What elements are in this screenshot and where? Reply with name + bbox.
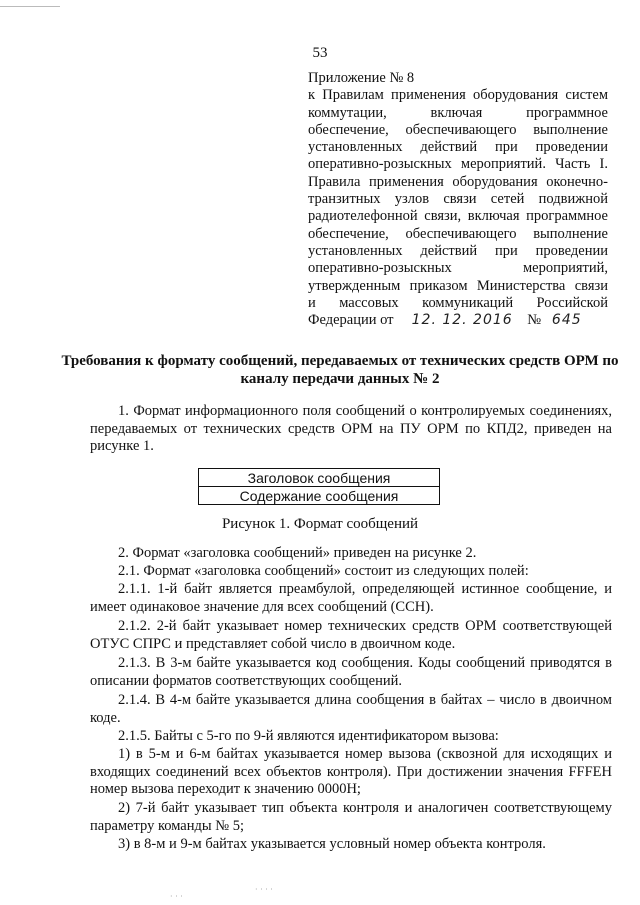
appendix-line: к Правилам применения оборудования систем: [308, 87, 608, 104]
appendix-line: радиотелефонной связи, включая программное: [308, 208, 608, 225]
appendix-line: оперативно-розыскных мероприятий. Часть I.: [308, 156, 608, 173]
figure-1-table: [198, 468, 440, 505]
appendix-line: обеспечение, обеспечивающего выполнение: [308, 121, 608, 138]
paragraph-2-1-1: 2.1.1. 1-й байт является преамбулой, определяющей истинное сообщение, и имеет одинаковое значение для всех сообщений (ССН).: [90, 581, 612, 615]
appendix-line: Правила применения оборудования оконечно-: [308, 173, 608, 190]
appendix-line: коммутации, включая программное: [308, 104, 608, 121]
handwritten-order-number: 645: [551, 312, 582, 329]
paragraph-2: 2. Формат «заголовка сообщений» приведен на рисунке 2.: [118, 545, 477, 561]
appendix-line: Приложение № 8: [308, 70, 415, 86]
paragraph-2-1: 2.1. Формат «заголовка сообщений» состоит из следующих полей:: [118, 563, 529, 579]
scan-artifact: · · ·: [170, 892, 183, 901]
figure-1-caption: Рисунок 1. Формат сообщений: [221, 516, 419, 532]
list-item-3: 3) в 8-м и 9-м байтах указывается условный номер объекта контроля.: [118, 836, 546, 852]
page-number: 53: [312, 45, 328, 61]
number-sign: №: [527, 312, 542, 329]
appendix-line: установленных действий при проведении: [308, 139, 608, 156]
scan-artifact: · · · ·: [255, 885, 273, 894]
appendix-block: [308, 70, 608, 329]
appendix-line: оперативно-розыскных мероприятий,: [308, 260, 608, 277]
appendix-date-line: [308, 312, 608, 329]
figure-1-row-content: Содержание сообщения: [199, 487, 440, 505]
appendix-line: и массовых коммуникаций Российской: [308, 294, 608, 311]
appendix-line: установленных действий при проведении: [308, 242, 608, 259]
appendix-line: утвержденным приказом Министерства связи: [308, 277, 608, 294]
paragraph-2-1-4: 2.1.4. В 4-м байте указывается длина сообщения в байтах – число в двоичном коде.: [90, 692, 612, 726]
list-item-2: 2) 7-й байт указывает тип объекта контроля и аналогичен соответствующему параметру команды № 5;: [90, 800, 612, 834]
list-item-1: 1) в 5-м и 6-м байтах указывается номер вызова (сквозной для исходящих и входящих соединений всех объектов контроля). При достижении значения FFFEH номер вызова переходит к значению 0000H;: [90, 746, 612, 797]
section-title: Требования к формату сообщений, передаваемых от технических средств ОРМ по каналу передачи данных № 2: [61, 353, 619, 387]
appendix-line: транзитных узлов связи сетей подвижной: [308, 191, 608, 208]
paragraph-2-1-5: 2.1.5. Байты с 5-го по 9-й являются идентификатором вызова:: [118, 728, 499, 744]
paragraph-1: 1. Формат информационного поля сообщений о контролируемых соединениях, передаваемых от технических средств ОРМ на ПУ ОРМ по КПД2, приведен на рисунке 1.: [90, 403, 612, 454]
paragraph-2-1-2: 2.1.2. 2-й байт указывает номер технических средств ОРМ соответствующей ОТУС СПРС и представляет собой число в двоичном коде.: [90, 618, 612, 652]
scan-top-line: [0, 6, 60, 7]
paragraph-2-1-3: 2.1.3. В 3-м байте указывается код сообщения. Коды сообщений приводятся в описании форматов соответствующих сообщений.: [90, 655, 612, 689]
appendix-line: обеспечение, обеспечивающего выполнение: [308, 225, 608, 242]
date-prefix: Федерации от: [308, 312, 394, 329]
handwritten-date: 12. 12. 2016: [411, 312, 513, 329]
figure-1-row-header: Заголовок сообщения: [199, 469, 440, 487]
